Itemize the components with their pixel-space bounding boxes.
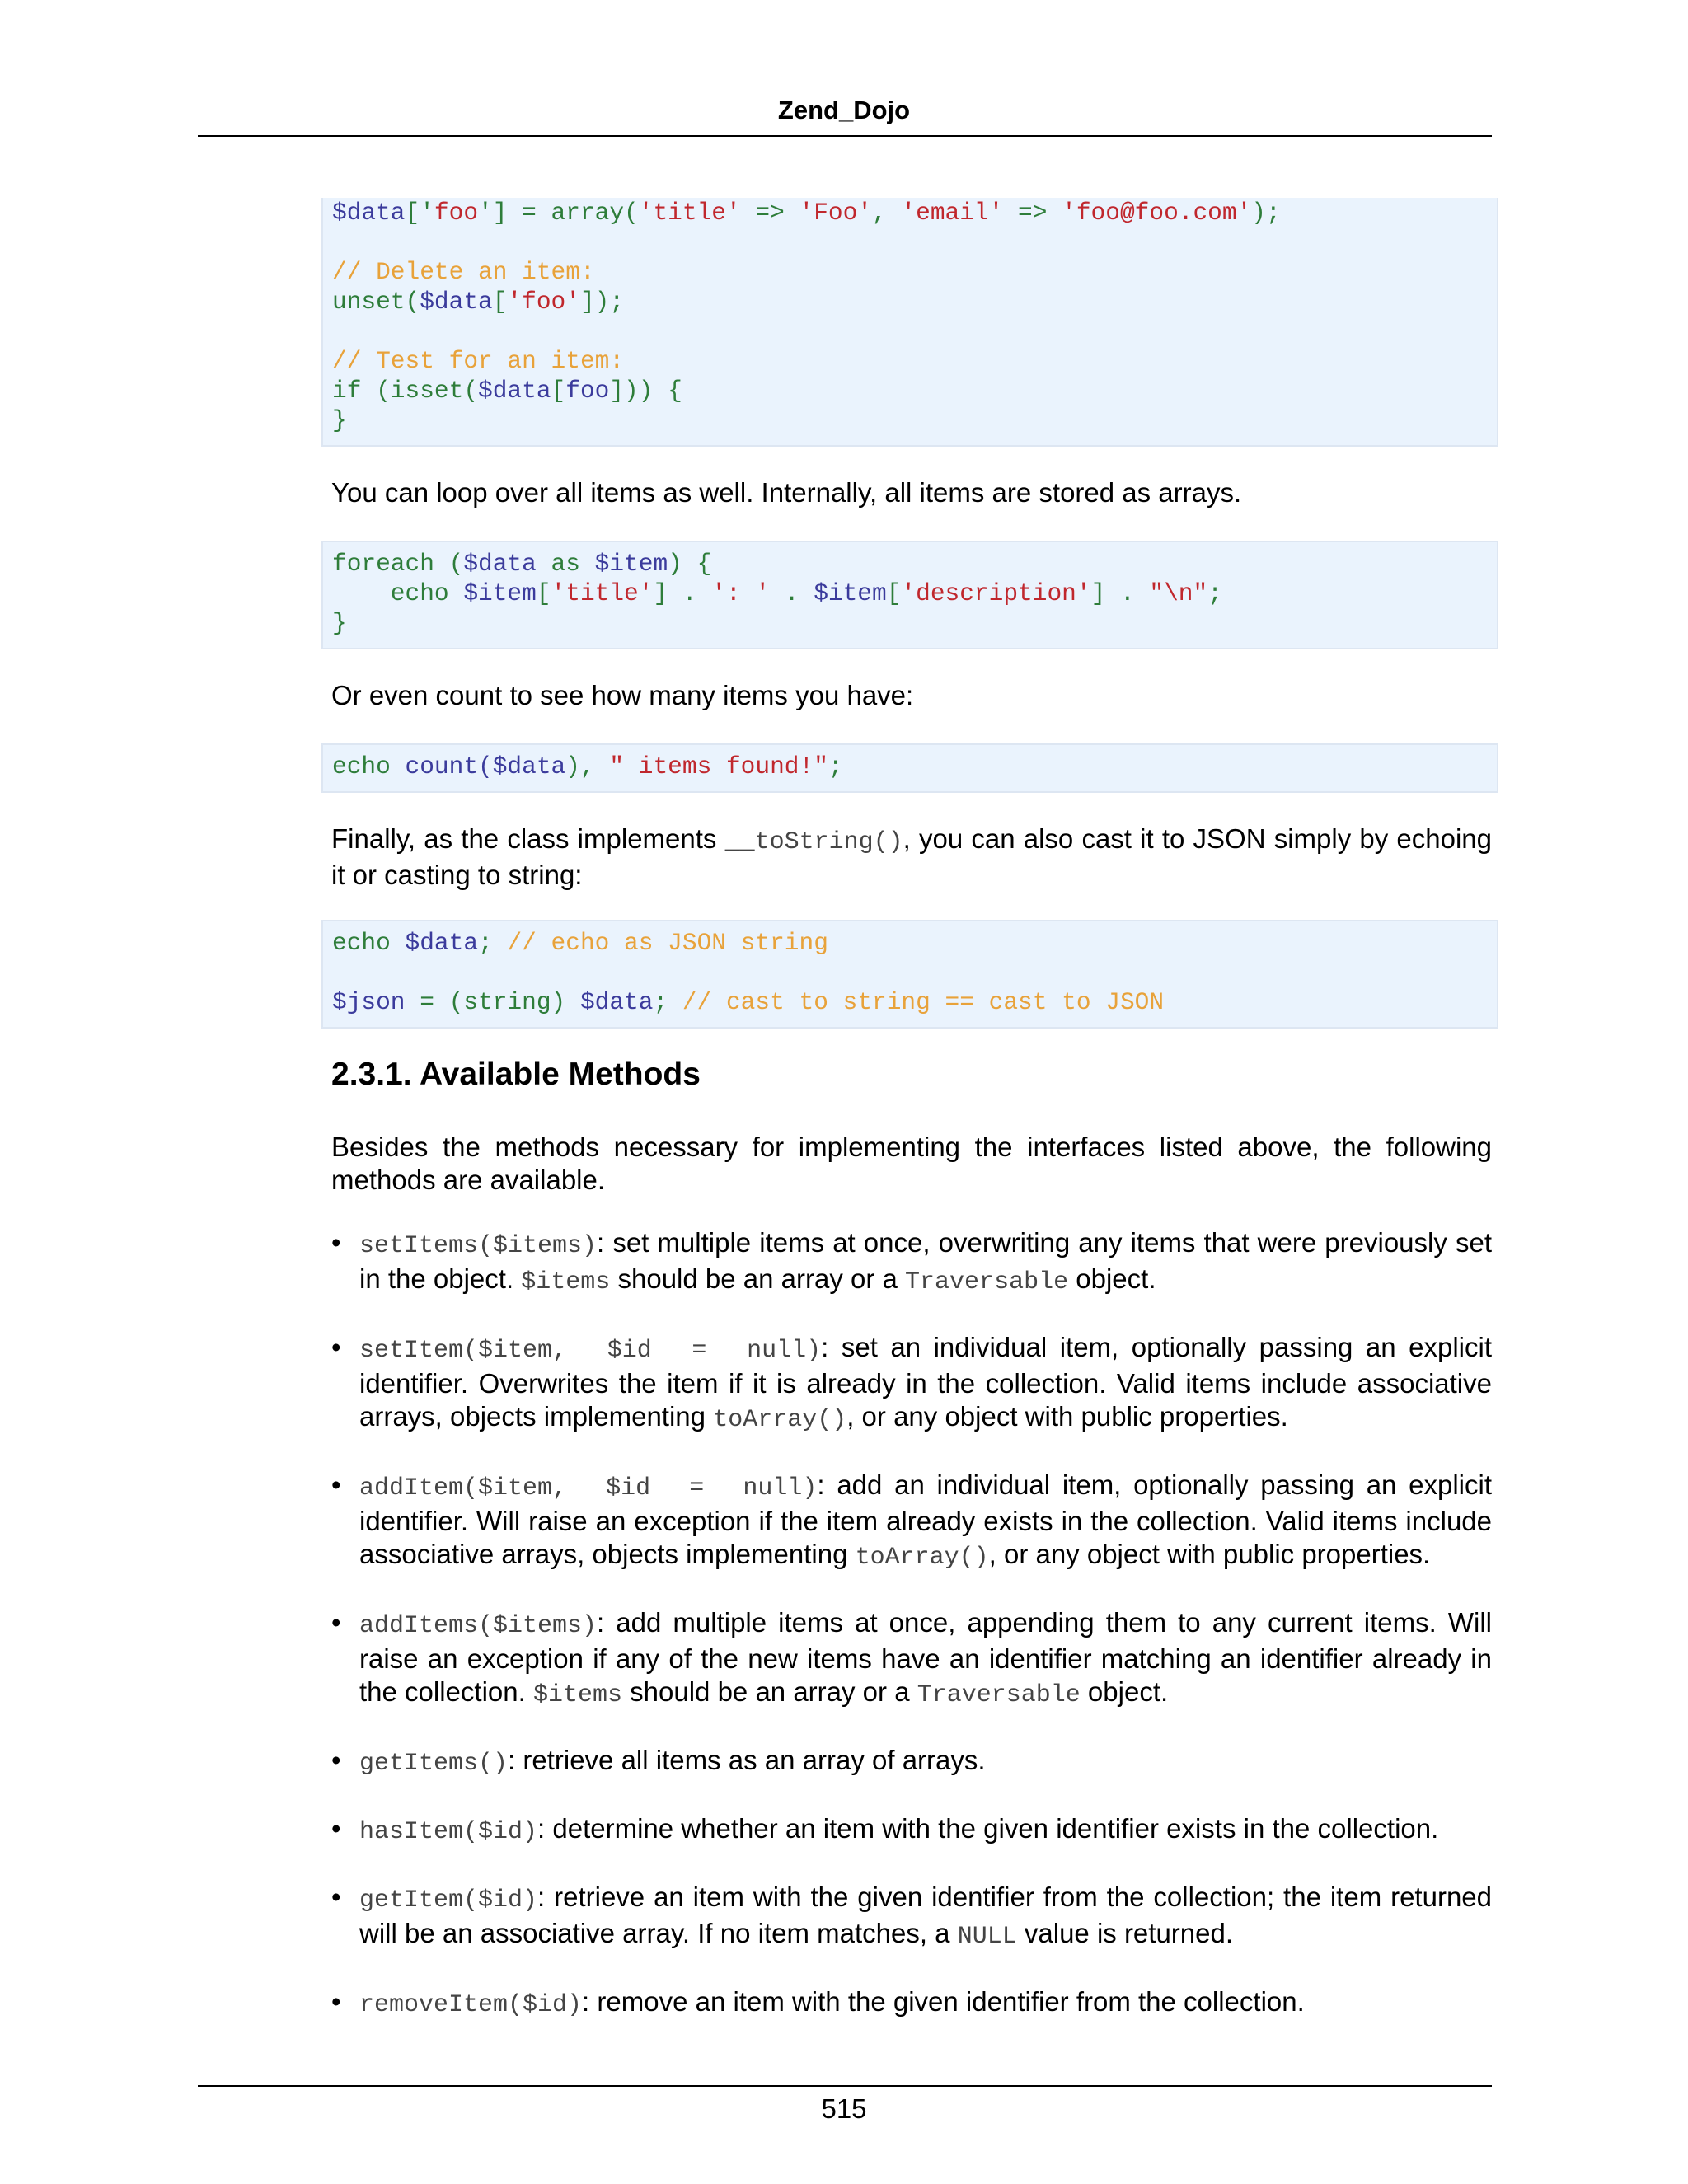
code-token: ;: [478, 929, 508, 957]
method-signature: getItems(): [359, 1750, 509, 1778]
text-run: : determine whether an item with the given identifier exists in the collection.: [537, 1813, 1439, 1844]
code-token: count(: [405, 752, 493, 780]
code-token: ] .: [653, 579, 712, 607]
code-token: $data: [579, 988, 654, 1016]
code-token: $data: [478, 377, 551, 405]
text-run: object.: [1080, 1676, 1169, 1707]
inline-code: toArray(): [855, 1544, 989, 1572]
code-token: foo: [434, 199, 479, 227]
method-signature: getItem($id): [359, 1886, 538, 1915]
bullet: •: [331, 1469, 341, 1500]
code-line: [332, 287, 1497, 316]
bullet: •: [331, 1882, 341, 1912]
paragraph-loop: You can loop over all items as well. Internally, all items are stored as arrays.: [331, 477, 1242, 508]
code-token: 'title': [551, 579, 654, 607]
list-item: [331, 1744, 1492, 1780]
text-run: , or any object with public properties.: [846, 1401, 1288, 1432]
code-token: $item: [814, 579, 887, 607]
code-token: $data: [332, 199, 406, 227]
method-signature: setItem($item, $id = null): [359, 1337, 822, 1365]
code-token: ': ': [711, 579, 771, 607]
code-token: ;: [828, 752, 843, 780]
code-token: ;: [653, 988, 682, 1016]
code-token: $json: [332, 988, 406, 1016]
method-signature: hasItem($id): [359, 1818, 538, 1846]
text-run: object.: [1068, 1263, 1156, 1294]
code-line: [332, 752, 1497, 781]
code-line: }: [332, 609, 347, 637]
page-number: 515: [821, 2093, 867, 2124]
code-token: " items found!": [609, 752, 828, 780]
code-block-foreach: [321, 541, 1498, 649]
text-run: should be an array or a: [622, 1676, 917, 1707]
code-token: ) {: [668, 550, 712, 578]
code-token: $item: [463, 579, 537, 607]
inline-code: $items: [521, 1268, 611, 1296]
code-token: 'foo@foo.com': [1062, 199, 1252, 227]
code-token: 'Foo': [799, 199, 873, 227]
text-run: : retrieve an item with the given identifier from the collection; the item returned will be an associative array. If no item matches, a: [359, 1882, 1492, 1948]
code-token: 'foo': [507, 288, 580, 316]
code-token: foo: [565, 377, 610, 405]
code-token: // echo as JSON string: [507, 929, 828, 957]
code-token: echo: [332, 929, 406, 957]
list-item: [331, 1812, 1492, 1849]
code-token: ,: [872, 199, 902, 227]
code-token: ] .: [1090, 579, 1150, 607]
code-token: echo: [332, 752, 406, 780]
code-token: $item: [594, 550, 668, 578]
code-token: as: [536, 550, 595, 578]
list-item: [331, 1881, 1492, 1953]
code-token: 'title': [638, 199, 741, 227]
code-token: $data: [405, 929, 479, 957]
code-token: echo: [332, 579, 464, 607]
methods-list: [331, 1226, 1492, 2054]
code-line: [332, 376, 1497, 405]
code-token: ),: [565, 752, 610, 780]
method-signature: removeItem($id): [359, 1991, 583, 2019]
bullet: •: [331, 1607, 341, 1638]
list-item: [331, 1226, 1492, 1299]
code-token: ])) {: [609, 377, 682, 405]
code-token: $data: [420, 288, 493, 316]
text-run: : set multiple items at once, overwriting any items that were previously set in the object.: [359, 1227, 1492, 1294]
running-header: Zend_Dojo: [777, 96, 911, 124]
code-line-blank: [332, 316, 1497, 346]
bullet: •: [331, 1227, 341, 1258]
paragraph-methods-intro: Besides the methods necessary for implementing the interfaces listed above, the following methods are available.: [331, 1132, 1492, 1195]
section-heading: 2.3.1. Available Methods: [331, 1057, 701, 1092]
bullet: •: [331, 1332, 341, 1362]
text-run: , you can also cast it to JSON simply by echoing it or casting to string:: [331, 823, 1493, 890]
code-line: [332, 549, 1497, 579]
code-line: [332, 579, 1497, 608]
text-run: : remove an item with the given identifier from the collection.: [582, 1986, 1305, 2017]
code-line-blank: [332, 227, 1497, 257]
text-run: should be an array or a: [610, 1263, 906, 1294]
code-token: .: [770, 579, 814, 607]
code-line: [332, 198, 1497, 227]
code-token: "\n": [1149, 579, 1208, 607]
code-token: [': [405, 199, 434, 227]
code-token: [: [536, 579, 551, 607]
text-run: : add multiple items at once, appending them to any current items. Will raise an exception if any of the new items have an identifier matching an identifier already in the collection.: [359, 1607, 1492, 1707]
code-line-blank: [332, 958, 1497, 987]
code-token: =>: [1003, 199, 1062, 227]
code-comment: // Delete an item:: [332, 258, 595, 286]
code-line: }: [332, 406, 347, 434]
inline-code: $items: [532, 1681, 622, 1709]
paragraph-count: Or even count to see how many items you have:: [331, 680, 914, 710]
code-line: [332, 928, 1497, 958]
text-run: Finally, as the class implements: [331, 823, 725, 854]
text-run: : add an individual item, optionally passing an explicit identifier. Will raise an exception if the item already exists in the collection. Valid items include associative arrays, objects implementing: [359, 1469, 1492, 1569]
bullet: •: [331, 1986, 341, 2017]
code-token: $data: [492, 752, 566, 780]
list-item: [331, 1606, 1492, 1712]
code-token: = (string): [405, 988, 580, 1016]
header-rule: [198, 135, 1492, 137]
method-signature: addItem($item, $id = null): [359, 1474, 818, 1502]
inline-code: Traversable: [905, 1268, 1069, 1296]
code-token: ;: [1207, 579, 1222, 607]
method-signature: addItems($items): [359, 1612, 598, 1640]
method-signature: setItems($items): [359, 1232, 598, 1260]
list-item: [331, 1469, 1492, 1574]
list-item: [331, 1985, 1492, 2022]
code-comment: // Test for an item:: [332, 347, 625, 375]
code-token: 'email': [901, 199, 1004, 227]
inline-code: __toString(): [724, 828, 903, 856]
code-token: [: [551, 377, 566, 405]
code-token: // cast to string == cast to JSON: [682, 988, 1165, 1016]
code-token: foreach (: [332, 550, 464, 578]
code-block-count: [321, 743, 1498, 793]
paragraph-tostring: [331, 823, 1492, 892]
footer-rule: [198, 2085, 1492, 2087]
code-token: =>: [740, 199, 799, 227]
text-run: value is returned.: [1016, 1918, 1234, 1948]
code-token: );: [1251, 199, 1281, 227]
code-token: unset(: [332, 288, 420, 316]
bullet: •: [331, 1813, 341, 1844]
inline-code: Traversable: [917, 1681, 1081, 1709]
code-token: 'description': [901, 579, 1091, 607]
code-token: [: [886, 579, 902, 607]
inline-code: NULL: [957, 1923, 1017, 1951]
code-token: $data: [463, 550, 537, 578]
bullet: •: [331, 1745, 341, 1775]
code-token: ]);: [579, 288, 625, 316]
text-run: : retrieve all items as an array of arrays.: [508, 1745, 986, 1775]
inline-code: toArray(): [713, 1406, 847, 1434]
code-token: [: [492, 288, 508, 316]
text-run: : set an individual item, optionally passing an explicit identifier. Overwrites the item if it is already in the collection. Valid items include associative arrays, objects implementing: [359, 1332, 1492, 1432]
code-token: if (isset(: [332, 377, 479, 405]
code-block-json: [321, 920, 1498, 1029]
code-line: [332, 987, 1497, 1017]
list-item: [331, 1331, 1492, 1436]
code-token: '] = array(: [478, 199, 639, 227]
code-block-array-ops: [321, 198, 1498, 447]
text-run: , or any object with public properties.: [988, 1539, 1431, 1569]
